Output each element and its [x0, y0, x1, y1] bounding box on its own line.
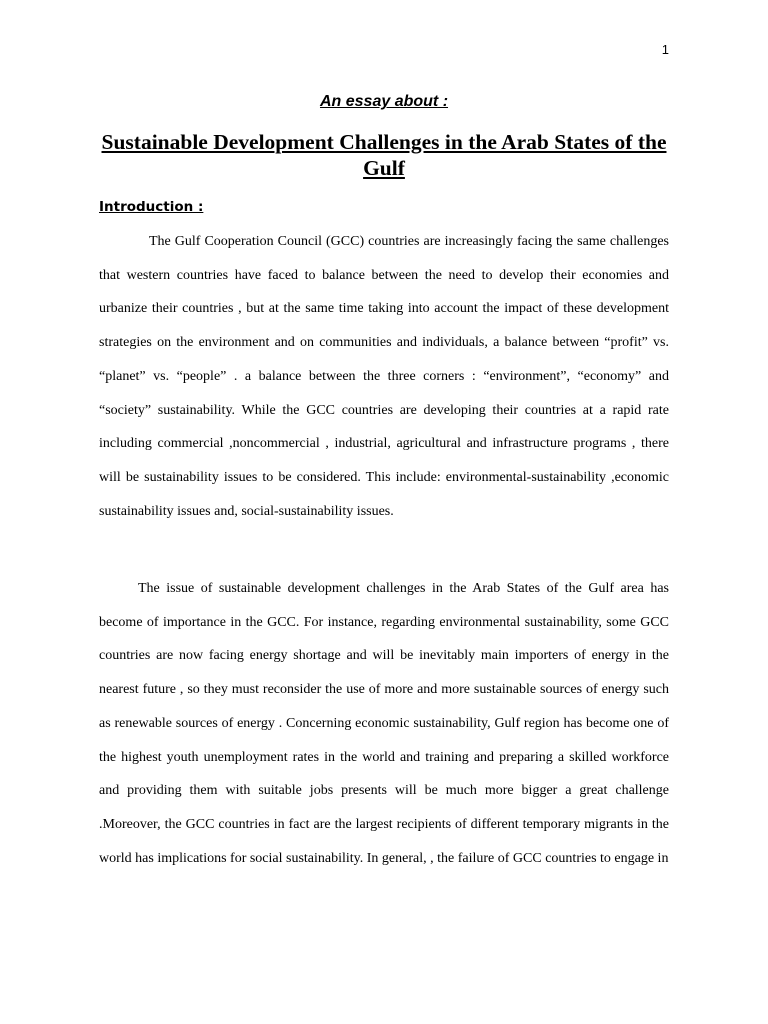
essay-label: An essay about : — [319, 93, 449, 110]
page-number: 1 — [661, 42, 669, 57]
introduction-paragraph: The Gulf Cooperation Council (GCC) countries are increasingly facing the same challenges that western countries have faced to balance between the need to develop their economies and urbanize their countries , but at the same time taking into account the impact of these development strategies on the environment and on communities and individuals, a balance between “profit” vs. “planet” vs. “people” . a balance between the three corners : “environment”, “economy” and “society” sustainability. While the GCC countries are developing their countries at a rapid rate including commercial ,noncommercial , industrial, agricultural and infrastructure programs , there will be sustainability issues to be considered. This include: environmental-sustainability ,economic sustainability issues and, social-sustainability issues. — [99, 234, 669, 519]
introduction-heading: Introduction : — [99, 199, 204, 215]
body-paragraph: The issue of sustainable development challenges in the Arab States of the Gulf area has become of importance in the GCC. For instance, regarding environmental sustainability, some GCC countries are now facing energy shortage and will be inevitably main importers of energy in the nearest future , so they must reconsider the use of more and more sustainable sources of energy such as renewable sources of energy . Concerning economic sustainability, Gulf region has become one of the highest youth unemployment rates in the world and training and preparing a skilled workforce and providing them with suitable jobs presents will be much more bigger a great challenge .Moreover, the GCC countries in fact are the largest recipients of different temporary migrants in the world has implications for social sustainability. In general, , the failure of GCC countries to engage in — [99, 581, 669, 866]
essay-title: Sustainable Development Challenges in the Arab States of the Gulf — [101, 130, 667, 180]
